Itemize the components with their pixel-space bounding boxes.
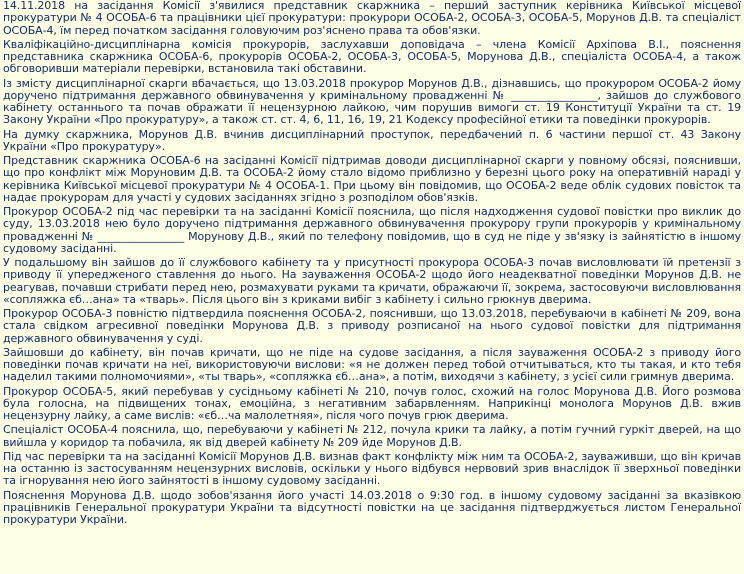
- paragraph-representative-statement: Представник скаржника ОСОБА-6 на засіданні Комісії підтримав доводи дисциплінарної скарги у повному обсязі, пояснивши, що про конфлікт між Моруновим Д.В. та ОСОБА-2 йому стало відомо приблизно у березні цього року на оперативній нараді у керівника Київської місцевої прокуратури № 4 ОСОБА-1. При цьому він повідомив, що ОСОБА-2 веде облік судових повісток та надає прокурорам для участі у судових засіданнях згідно з розподілом обов'язків.: [3, 154, 741, 204]
- paragraph-complainant-opinion: На думку скаржника, Морунов Д.В. вчинив дисциплінарний проступок, передбачений п. 6 частини першої ст. 43 Закону України «Про прокуратуру».: [3, 127, 741, 153]
- paragraph-morunov-explanation: Пояснення Морунова Д.В. щодо зобов'язання його участі 14.03.2018 о 9:30 год. в іншому судовому засіданні за вказівкою працівників Генеральної прокуратури України та відсутності повістки на це засідання підтверджується листом Генеральної прокуратури України.: [3, 488, 741, 526]
- paragraph-morunov-admission: Під час перевірки та на засіданні Комісії Морунов Д.В. визнав факт конфлікту між ним та ОСОБА-2, зауваживши, що він кричав на останню із застосуванням нецензурних висловів, оскільки у нього відбувся нервовий зрив внаслідок її зверхньої поведінки та ігнорування нею його зайнятості в іншому судовому засіданні.: [3, 449, 741, 488]
- paragraph-office-incident: У подальшому він зайшов до її службового кабінету та у присутності прокурора ОСОБА-3 почав висловлювати їй претензії з приводу її упередженого ставлення до нього. На зауваження ОСОБА-2 щодо його неадекватної поведінки Морунов Д.В. не реагував, почавши стрибати перед нею, розмахувати руками та кричати, ображаючи її, зокрема, застосовуючи висловлювання «сопляжка єб…ана» та «тварь». Після цього він з криками вибіг з кабінету і сильно грюкнув дверима.: [3, 256, 741, 306]
- paragraph-shouting-details: Зайшовши до кабінету, він почав кричати, що не піде на судове засідання, а після зауваження ОСОБА-2 з приводу його поведінки почав кричати на неї, використовуючи вислови: «я не должен перед тобой отчитываться, кто ты такая, и кто тебя наделил такими полномочиями», «ты тварь», «сопляжка єб…ана», а потім, виходячи з кабінету, з усієї сили гримнув дверима.: [3, 345, 741, 384]
- paragraph-commission-findings: Кваліфікаційно-дисциплінарна комісія прокурорів, заслухавши доповідача – члена Комісії Архіпова В.І., пояснення представника скаржника ОСОБА-6, прокурорів ОСОБА-2, ОСОБА-3, ОСОБА-5, Морунова Д.В., спеціаліста ОСОБА-4, а також обговоривши матеріали перевірки, встановила такі обставини.: [3, 37, 741, 76]
- paragraph-osoba4-statement: Спеціаліст ОСОБА-4 пояснила, що, перебуваючи у кабінеті № 212, почула крики та лайку, а потім гучний гуркіт дверей, на що вийшла у коридор та побачила, як від дверей кабінету № 209 йде Морунов Д.В.: [3, 423, 741, 449]
- paragraph-osoba5-statement: Прокурор ОСОБА-5, який перебував у сусідньому кабінеті № 210, почув голос, схожий на голос Морунова Д.В. Його розмова була голосна, на підвищених тонах, емоційна, з негативним забарвленням. Наприкінці монолога Морунов Д.В. вжив нецензурну лайку, а саме вислів: «єб…ча малолетняя», після чого почув грюк дверима.: [3, 384, 741, 422]
- paragraph-osoba3-statement: Прокурор ОСОБА-3 повністю підтвердила пояснення ОСОБА-2, пояснивши, що 13.03.2018, перебуваючи в кабінеті № 209, вона стала свідком агресивної поведінки Морунова Д.В. з приводу розписаної на нього судової повістки для підтримання державного обвинувачення у суді.: [3, 307, 741, 345]
- paragraph-complaint-content: Із змісту дисциплінарної скарги вбачається, що 13.03.2018 прокурор Морунов Д.В., дізнавшись, що прокурором ОСОБА-2 йому доручено підтримання державного обвинувачення у кримінальному провадженні № ________________, зайшов до службового кабінету останнього та почав ображати її нецензурною лайкою, чим порушив вимоги ст. 19 Конституції України та ст. 19 Закону України «Про прокуратуру», а також ст. ст. 4, 6, 11, 16, 19, 21 Кодексу професійної етики та поведінки прокурорів.: [3, 76, 741, 127]
- paragraph-hearing: 14.11.2018 на засідання Комісії з'явилися представник скаржника – перший заступник керівника Київської місцевої прокуратури № 4 ОСОБА-6 та працівники цієї прокуратури: прокурори ОСОБА-2, ОСОБА-3, ОСОБА-5, Морунов Д.В. та спеціаліст ОСОБА-4, їм перед початком засідання головуючим роз'яснено права та обов'язки.: [3, 0, 741, 37]
- paragraph-osoba2-statement: Прокурор ОСОБА-2 під час перевірки та на засіданні Комісії пояснила, що після надходження судової повістки про виклик до суду, 13.03.2018 нею було доручено підтримання державного обвинувачення прокурору групи прокурорів у кримінальному провадженні № ________________ Морунову Д.В., який по телефону повідомив, що в суд не піде у зв'язку із зайнятістю в іншому судовому засіданні.: [3, 205, 741, 255]
